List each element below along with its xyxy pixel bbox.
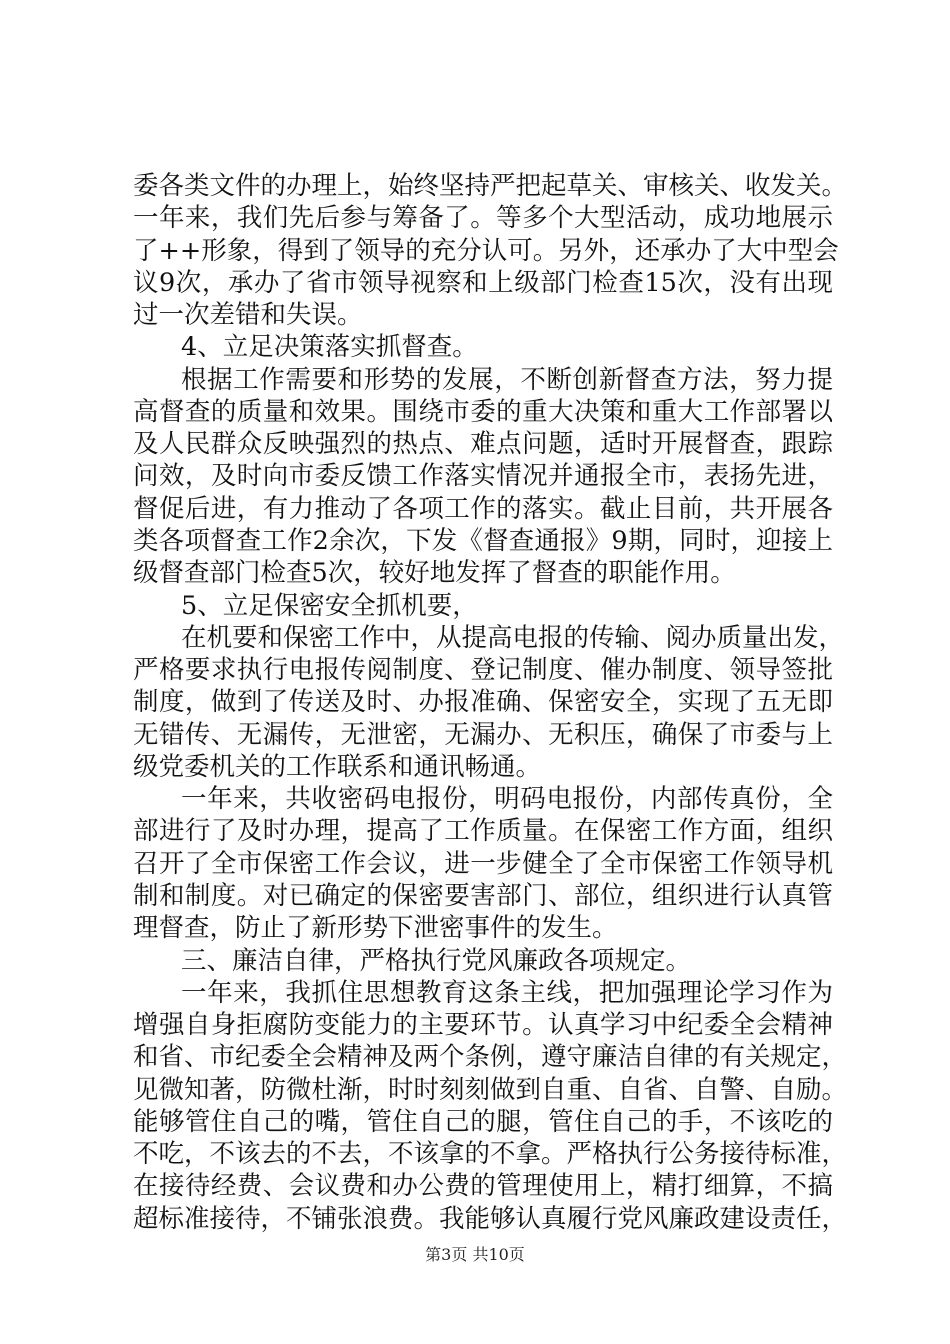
body-text-line: 根据工作需要和形势的发展，不断创新督查方法，努力提 bbox=[181, 364, 833, 395]
body-text-line: 制和制度。对已确定的保密要害部门、部位，组织进行认真管 bbox=[133, 881, 833, 911]
body-text-line: 在机要和保密工作中，从提高电报的传输、阅办质量出发， bbox=[181, 622, 845, 653]
body-text-line: 不吃，不该去的不去，不该拿的不拿。严格执行公务接待标准， bbox=[133, 1139, 848, 1170]
body-text-line: 一年来，共收密码电报份，明码电报份，内部传真份，全 bbox=[181, 784, 833, 815]
body-text-line: 理督查，防止了新形势下泄密事件的发生。 bbox=[133, 913, 618, 944]
body-text-line: 及人民群众反映强烈的热点、难点问题，适时开展督查，跟踪 bbox=[133, 429, 833, 460]
body-text-line: 能够管住自己的嘴，管住自己的腿，管住自己的手，不该吃的 bbox=[133, 1106, 833, 1137]
body-text-line: 部进行了及时办理，提高了工作质量。在保密工作方面，组织 bbox=[133, 816, 833, 847]
body-text-line: 类各项督查工作2余次，下发《督查通报》9期，同时，迎接上 bbox=[133, 526, 833, 556]
body-text-line: 了++形象，得到了领导的充分认可。另外，还承办了大中型会 bbox=[133, 235, 839, 266]
body-text-line: 问效，及时向市委反馈工作落实情况并通报全市，表扬先进， bbox=[133, 461, 833, 492]
body-text-line: 一年来，我们先后参与筹备了。等多个大型活动，成功地展示 bbox=[133, 203, 833, 234]
body-text-line: 级督查部门检查5次，较好地发挥了督查的职能作用。 bbox=[133, 558, 736, 589]
body-text-line: 委各类文件的办理上，始终坚持严把起草关、审核关、收发关。 bbox=[133, 171, 848, 201]
body-text-line: 和省、市纪委全会精神及两个条例，遵守廉洁自律的有关规定， bbox=[133, 1042, 848, 1073]
body-text-line: 高督查的质量和效果。围绕市委的重大决策和重大工作部署以 bbox=[133, 396, 833, 427]
body-text-line: 级党委机关的工作联系和通讯畅通。 bbox=[133, 751, 542, 782]
section-heading: 4、立足决策落实抓督查。 bbox=[181, 332, 478, 363]
body-text-line: 召开了全市保密工作会议，进一步健全了全市保密工作领导机 bbox=[133, 848, 833, 879]
body-text-line: 过一次差错和失误。 bbox=[133, 300, 363, 331]
section-heading: 5、立足保密安全抓机要， bbox=[181, 590, 478, 621]
body-text-line: 严格要求执行电报传阅制度、登记制度、催办制度、领导签批 bbox=[133, 655, 833, 686]
body-text-line: 议9次，承办了省市领导视察和上级部门检查15次，没有出现 bbox=[133, 267, 833, 298]
body-text-line: 督促后进，有力推动了各项工作的落实。截止目前，共开展各 bbox=[133, 493, 833, 524]
body-text-line: 见微知著，防微杜渐，时时刻刻做到自重、自省、自警、自励。 bbox=[133, 1074, 848, 1105]
page-number-footer: 第3页 共10页 bbox=[425, 1245, 525, 1264]
body-text-line: 一年来，我抓住思想教育这条主线，把加强理论学习作为 bbox=[181, 977, 833, 1008]
body-text-line: 制度，做到了传送及时、办报准确、保密安全，实现了五无即 bbox=[133, 687, 833, 718]
body-text-line: 超标准接待，不铺张浪费。我能够认真履行党风廉政建设责任， bbox=[133, 1203, 848, 1234]
body-text-line: 增强自身拒腐防变能力的主要环节。认真学习中纪委全会精神 bbox=[133, 1010, 833, 1041]
body-text-line: 无错传、无漏传，无泄密，无漏办、无积压，确保了市委与上 bbox=[133, 719, 833, 750]
section-heading: 三、廉洁自律，严格执行党风廉政各项规定。 bbox=[181, 945, 692, 976]
body-text-line: 在接待经费、会议费和办公费的管理使用上，精打细算，不搞 bbox=[133, 1171, 833, 1202]
